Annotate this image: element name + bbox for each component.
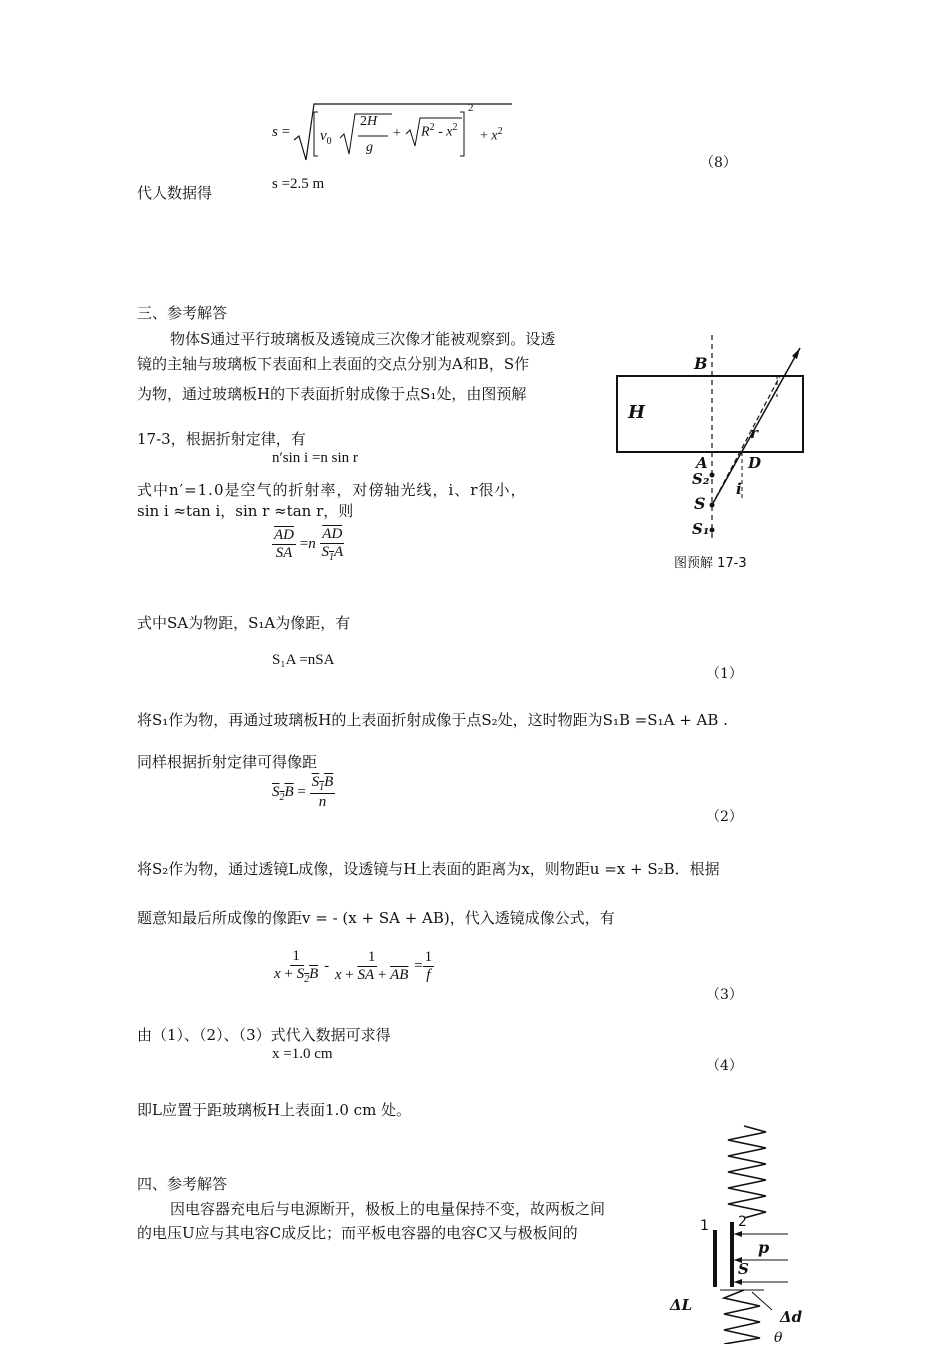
eq3: $\frac{1}{x + S_2B}$ - $\frac{1}{x + \overline{SA} + \overline{AB}}$ = $\frac{1}{f}$	[274, 948, 433, 985]
eq1-label: （1）	[706, 666, 743, 682]
part3-line12: 由（1）、（2）、（3）式代入数据可求得	[137, 1026, 391, 1044]
part3-line11: 题意知最后所成像的像距v = - (x + SA + AB)，代入透镜成像公式，有	[137, 909, 615, 927]
eq2-label: （2）	[706, 809, 743, 825]
capacitor-figure	[668, 1122, 818, 1344]
label-H: H	[628, 402, 646, 423]
label-theta: θ	[774, 1330, 783, 1346]
part4-line1: 因电容器充电后与电源断开，极板上的电量保持不变，故两板之间	[170, 1200, 606, 1218]
label-S: S	[738, 1260, 749, 1278]
part3-line10: 将S₂作为物，通过透镜L成像，设透镜与H上表面的距离为x，则物距u =x + S₂B．根据	[137, 860, 720, 878]
figure-17-3	[612, 330, 812, 575]
label-B: B	[694, 354, 708, 373]
part4-line2: 的电压U应与其电容C成反比；而平板电容器的电容C又与极板间的	[137, 1224, 578, 1242]
part3-line5: 式中n′=1.0是空气的折射率，对傍轴光线，i、r很小，	[137, 481, 527, 499]
eq1: S₁A =nSA	[272, 652, 335, 668]
glass-plate-diagram	[612, 330, 812, 550]
label-r: r	[750, 424, 758, 442]
result-s: s =2.5 m	[272, 176, 325, 192]
label-p: p	[758, 1238, 770, 1257]
part3-line1: 物体S通过平行玻璃板及透镜成三次像才能被观察到。设透	[170, 330, 556, 348]
part3-line8: 将S₁作为物，再通过玻璃板H的上表面折射成像于点S₂处，这时物距为S₁B =S₁A + AB .	[137, 711, 728, 729]
eq4-label: （4）	[706, 1058, 743, 1074]
substitute-prefix: 代人数据得	[137, 184, 213, 202]
part3-line9: 同样根据折射定律可得像距	[137, 753, 318, 771]
eq8-label: （8）	[700, 155, 737, 171]
formula-8: s = $v_0$ 2H g + $R^2 - x^2$ 2 + $x^2$	[270, 100, 530, 170]
eq2: $S_2B$ = $\frac{S_1B}{n}$	[272, 774, 334, 810]
label-1: 1	[700, 1218, 709, 1234]
part3-heading: 三、参考解答	[137, 304, 228, 322]
label-delta-d: Δd	[780, 1308, 803, 1326]
label-S1: S₁	[692, 520, 710, 538]
eq3-label: （3）	[706, 987, 743, 1003]
snell-law: n′sin i =n sin r	[272, 450, 358, 466]
part3-line2: 镜的主轴与玻璃板下表面和上表面的交点分别为A和B，S作	[137, 355, 530, 373]
eq4: x =1.0 cm	[272, 1046, 333, 1062]
label-A: A	[696, 454, 708, 472]
part3-line13: 即L应置于距玻璃板H上表面1.0 cm 处。	[137, 1101, 412, 1119]
figure-caption: 图预解 17-3	[674, 556, 747, 571]
part3-line4: 17-3，根据折射定律，有	[137, 430, 306, 448]
part3-line6: sin i ≈tan i，sin r ≈tan r，则	[137, 502, 354, 520]
label-S2: S₂	[692, 470, 710, 488]
label-i: i	[736, 480, 742, 498]
part4-heading: 四、参考解答	[137, 1175, 228, 1193]
formula-8-lhs: s =	[272, 124, 291, 140]
label-delta-L: ΔL	[670, 1296, 693, 1314]
label-2: 2	[738, 1214, 747, 1230]
label-S: S	[694, 494, 706, 513]
part3-line7: 式中SA为物距，S₁A为像距，有	[137, 614, 351, 632]
ratio-equation: $\frac{\overline{AD}}{SA}$ =n $\frac{\overline{AD}}{S_1A}$	[274, 526, 344, 563]
label-D: D	[748, 454, 762, 472]
part3-line3: 为物，通过玻璃板H的下表面折射成像于点S₁处，由图预解	[137, 385, 527, 403]
